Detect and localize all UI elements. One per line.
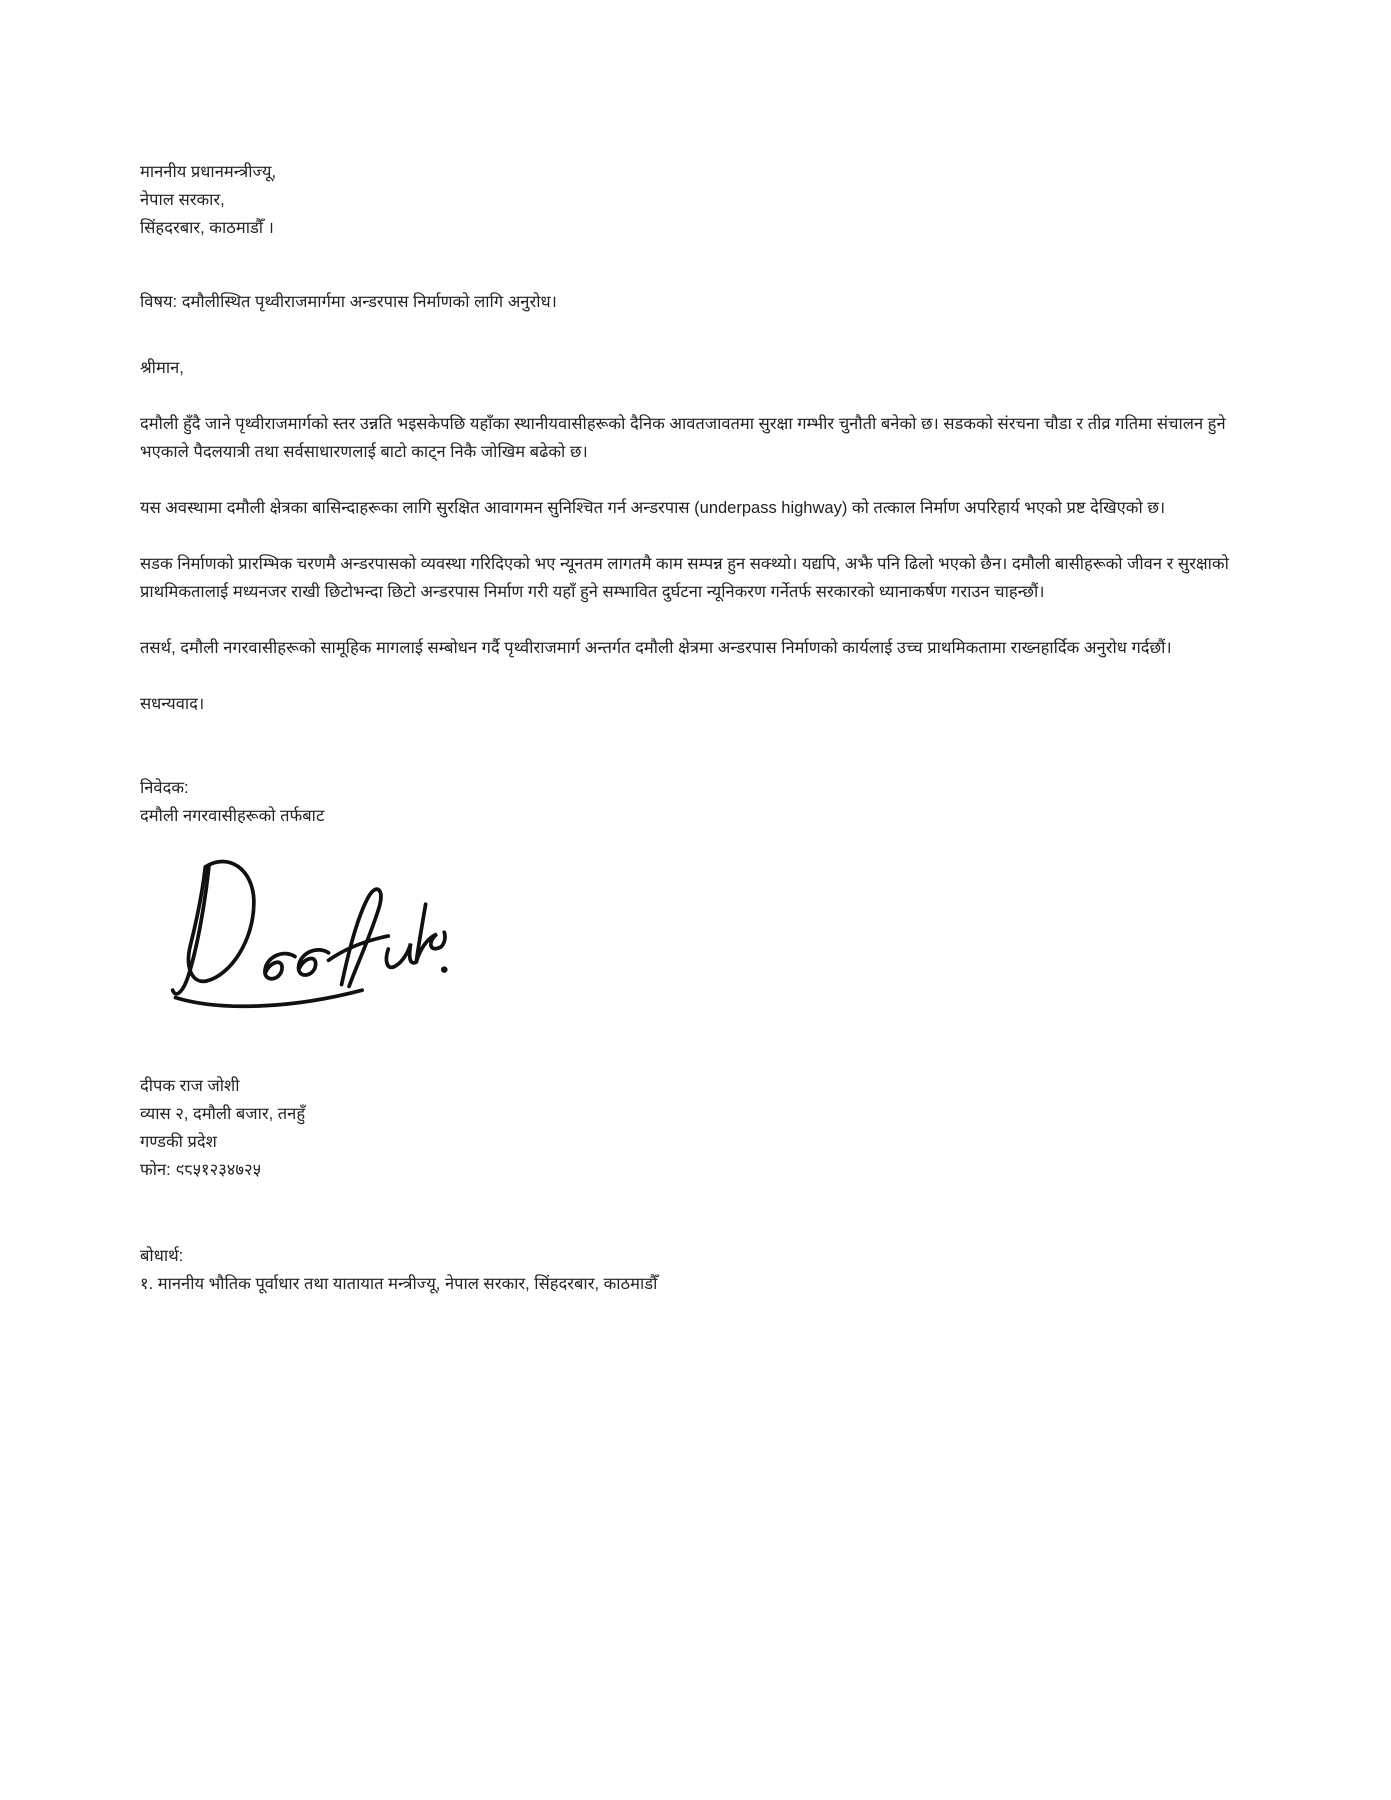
recipient-line-3: सिंहदरबार, काठमाडौँ । <box>140 219 274 237</box>
letter-content <box>140 158 1258 1298</box>
recipient-address-block <box>140 158 1258 242</box>
sender-address-line-2: गण्डकी प्रदेश <box>140 1133 217 1151</box>
sender-name: दीपक राज जोशी <box>140 1077 240 1095</box>
paragraph-4: तसर्थ, दमौली नगरवासीहरूको सामूहिक मागलाई सम्बोधन गर्दै पृथ्वीराजमार्ग अन्तर्गत दमौली क्षेत्रमा अन्डरपास निर्माणको कार्यलाई उच्च प्राथमिकतामा राख्नहार्दिक अनुरोध गर्दछौं। <box>140 639 1172 657</box>
paragraph-1: दमौली हुँदै जाने पृथ्वीराजमार्गको स्तर उन्नति भइसकेपछि यहाँका स्थानीयवासीहरूको दैनिक आवतजावतमा सुरक्षा गम्भीर चुनौती बनेको छ। सडकको संरचना चौडा र तीव्र गतिमा संचालन हुने भएकाले पैदलयात्री तथा सर्वसाधारणलाई बाटो काट्न निकै जोखिम बढेको छ। <box>140 415 1226 461</box>
sender-block <box>140 1072 1258 1184</box>
thanks-line: सधन्यवाद। <box>140 695 205 713</box>
paragraph-3: सडक निर्माणको प्रारम्भिक चरणमै अन्डरपासको व्यवस्था गरिदिएको भए न्यूनतम लागतमै काम सम्पन्न हुन सक्थ्यो। यद्यपि, अझै पनि ढिलो भएको छैन। दमौली बासीहरूको जीवन र सुरक्षाको प्राथमिकतालाई मध्यनजर राखी छिटोभन्दा छिटो अन्डरपास निर्माण गरी यहाँ हुने सम्भावित दुर्घटना न्यूनिकरण गर्नेतर्फ सरकारको ध्यानाकर्षण गराउन चाहन्छौं। <box>140 555 1229 601</box>
cc-label: बोधार्थ: <box>140 1247 184 1265</box>
applicant-label: निवेदक: <box>140 779 189 797</box>
subject-line: विषय: दमौलीस्थित पृथ्वीराजमार्गमा अन्डरपास निर्माणको लागि अनुरोध। <box>140 293 557 311</box>
signature-svg <box>168 852 448 1020</box>
recipient-line-1: माननीय प्रधानमन्त्रीज्यू, <box>140 163 277 181</box>
paragraph-2: यस अवस्थामा दमौली क्षेत्रका बासिन्दाहरूका लागि सुरक्षित आवागमन सुनिश्चित गर्न अन्डरपास (underpass highway) को तत्काल निर्माण अपरिहार्य भएको प्रष्ट देखिएको छ। <box>140 499 1166 517</box>
applicant-on-behalf-of: दमौली नगरवासीहरूको तर्फबाट <box>140 807 325 825</box>
cc-item-1: १. माननीय भौतिक पूर्वाधार तथा यातायात मन्त्रीज्यू, नेपाल सरकार, सिंहदरबार, काठमाडौँ <box>140 1275 658 1293</box>
applicant-block <box>140 774 1258 830</box>
sender-address-line-1: व्यास २, दमौली बजार, तनहुँ <box>140 1105 306 1123</box>
handwritten-signature-image <box>168 852 448 1020</box>
recipient-line-2: नेपाल सरकार, <box>140 191 225 209</box>
salutation: श्रीमान, <box>140 359 184 377</box>
cc-block <box>140 1242 1258 1298</box>
sender-phone: फोन: ९८५१२३४७२५ <box>140 1161 262 1179</box>
